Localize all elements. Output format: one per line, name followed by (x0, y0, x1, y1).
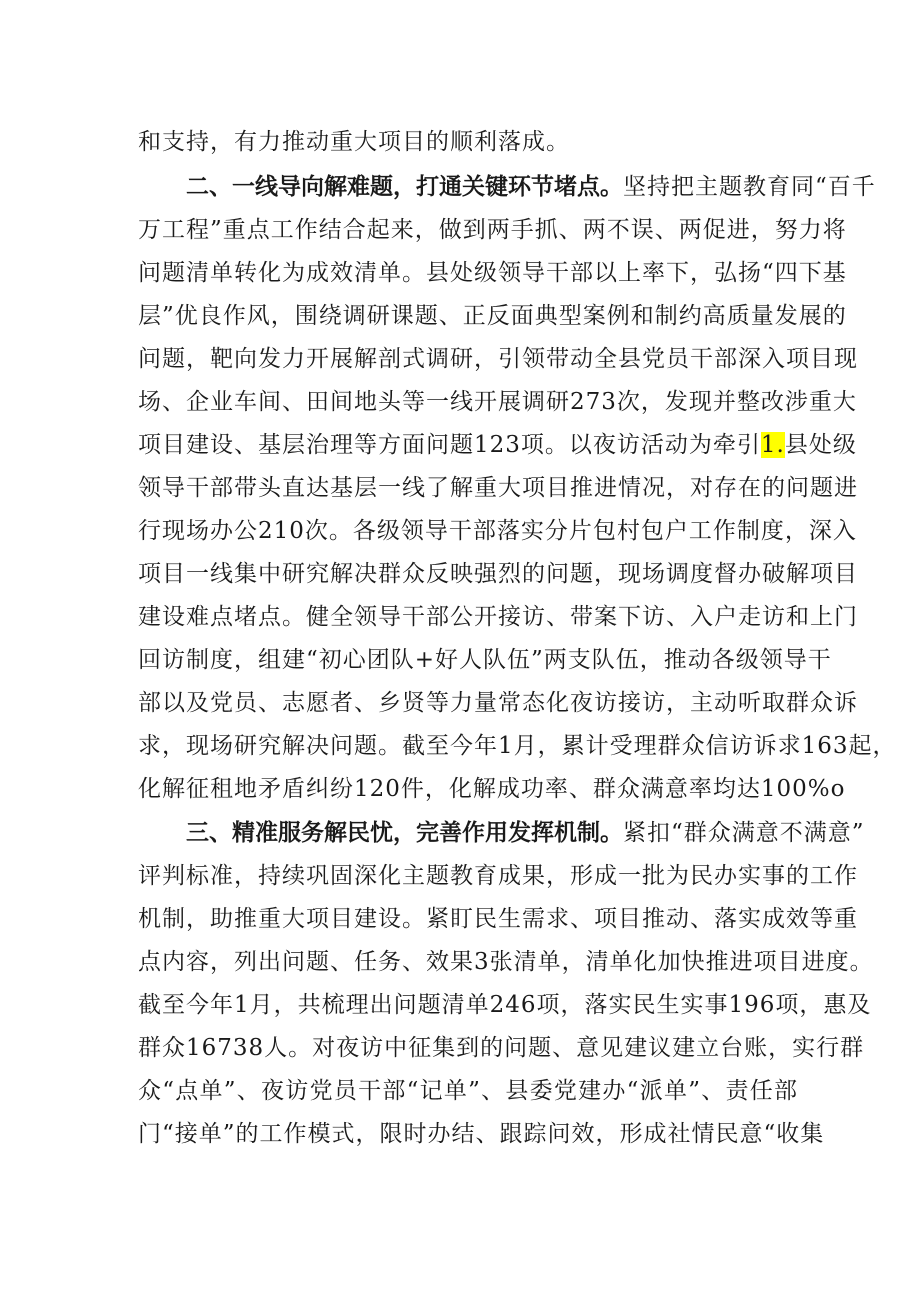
section-3-heading: 三、精准服务解民忧，完善作用发挥机制。 (186, 820, 623, 846)
paragraph-2-line-8: 领导干部带头直达基层一线了解重大项目推进情况，对存在的问题进 (138, 475, 858, 501)
paragraph-2-line-1 (186, 172, 876, 202)
paragraph-2-line-2: 万工程”重点工作结合起来，做到两手抓、两不误、两促进，努力将 (138, 217, 847, 243)
paragraph-2-line-3: 问题清单转化为成效清单。县处级领导干部以上率下，弘扬“四下基 (138, 260, 847, 286)
section-2-heading: 二、一线导向解难题，打通关键环节堵点。 (186, 174, 623, 200)
paragraph-2-line-1-text: 坚持把主题教育同“百千 (623, 174, 876, 200)
paragraph-3-line-7: 众“点单”、夜访党员干部“记单”、县委党建办“派单”、责任部 (138, 1078, 798, 1104)
paragraph-2-line-7 (138, 430, 857, 460)
highlight-mark: 1. (760, 432, 785, 458)
paragraph-2-line-15: 化解征租地矛盾纠纷120件，化解成功率、群众满意率均达100%o (138, 776, 846, 802)
paragraph-2-line-5: 问题，靶向发力开展解剖式调研，引领带动全县党员干部深入项目现 (138, 346, 858, 372)
paragraph-2-line-14: 求，现场研究解决问题。截至今年1月，累计受理群众信访诉求163起， (138, 733, 897, 759)
paragraph-1-line-1: 和支持，有力推动重大项目的顺利落成。 (138, 129, 570, 155)
paragraph-2-line-10: 项目一线集中研究解决群众反映强烈的问题，现场调度督办破解项目 (138, 561, 858, 587)
paragraph-2-line-11: 建设难点堵点。健全领导干部公开接访、带案下访、入户走访和上门 (138, 604, 858, 630)
paragraph-3-line-6: 群众16738人。对夜访中征集到的问题、意见建议建立台账，实行群 (138, 1035, 865, 1061)
paragraph-3-line-5: 截至今年1月，共梳理出问题清单246项，落实民生实事196项，惠及 (138, 992, 872, 1018)
paragraph-3-line-8: 门“接单”的工作模式，限时办结、跟踪问效，形成社情民意“收集 (138, 1121, 825, 1147)
paragraph-3-line-3: 机制，助推重大项目建设。紧盯民生需求、项目推动、落实成效等重 (138, 906, 858, 932)
paragraph-3-line-4: 点内容，列出问题、任务、效果3张清单，清单化加快推进项目进度。 (138, 949, 874, 975)
paragraph-2-line-12: 回访制度，组建“初心团队+好人队伍”两支队伍，推动各级领导干 (138, 647, 832, 673)
paragraph-2-line-6: 场、企业车间、田间地头等一线开展调研273次，发现并整改涉重大 (138, 389, 857, 415)
paragraph-2-line-9: 行现场办公210次。各级领导干部落实分片包村包户工作制度，深入 (138, 518, 857, 544)
paragraph-3-line-2: 评判标准，持续巩固深化主题教育成果，形成一批为民办实事的工作 (138, 863, 858, 889)
paragraph-3-line-1 (186, 818, 865, 848)
paragraph-2-line-7-pre: 项目建设、基层治理等方面问题123项。以夜访活动为牵引 (138, 432, 761, 458)
paragraph-3-line-1-text: 紧扣“群众满意不满意” (623, 820, 865, 846)
paragraph-2-line-7-post: 县处级 (784, 432, 857, 458)
paragraph-2-line-13: 部以及党员、志愿者、乡贤等力量常态化夜访接访，主动听取群众诉 (138, 690, 858, 716)
paragraph-2-line-4: 层”优良作风，围绕调研课题、正反面典型案例和制约高质量发展的 (138, 303, 847, 329)
